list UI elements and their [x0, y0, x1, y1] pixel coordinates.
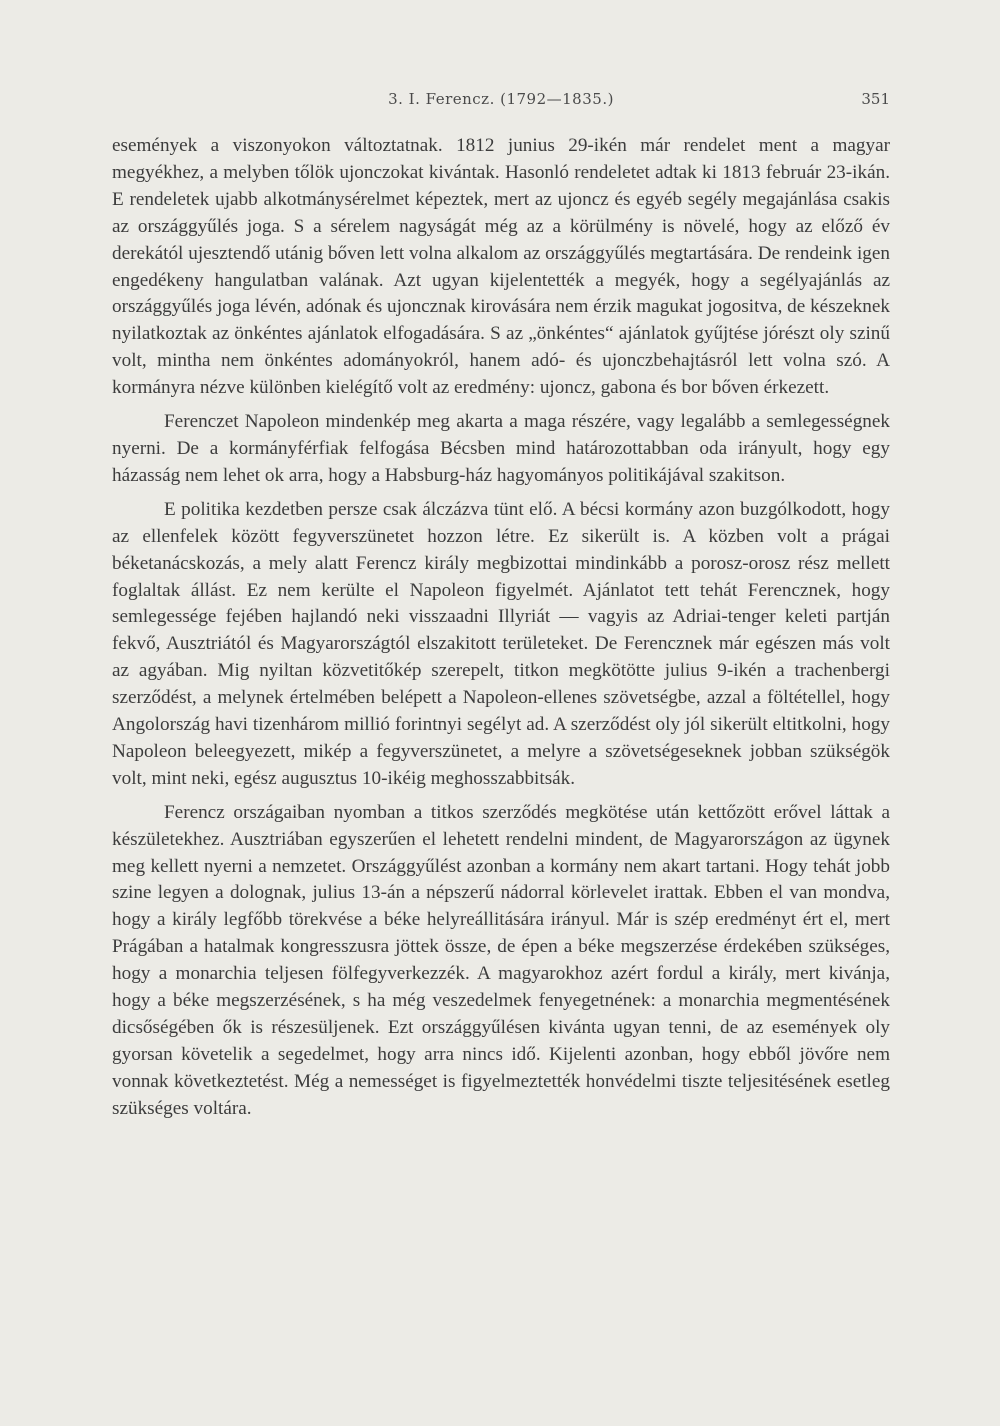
paragraph-continued: események a viszonyokon változtatnak. 1812 junius 29-ikén már rendelet ment a magyar megyékhez, a melyben tőlök ujonczokat kivántak. Hasonló rendeletet adtak ki 1813 február 23-ikán. E rendeletek ujabb alkotmánysérelmet képeztek, mert az ujoncz és egyéb segély megajánlása csakis az országgyűlés joga. S a sérelem nagyságát még az a körülmény is növelé, hogy az előző év derekától ujesztendő utánig bőven lett volna alkalom az országgyűlés megtartására. De rendeink igen engedékeny hangulatban valának. Azt ugyan kijelentették a megyék, hogy a segélyajánlás az országgyűlés joga lévén, adónak és ujoncznak kirovására nem érzik magukat jogositva, de készeknek nyilatkoztak az önkéntes ajánlatok elfogadására. S az „önkéntes“ ajánlatok gyűjtése jórészt oly szinű volt, mintha nem önkéntes adományokról, hanem adó- és ujonczbehajtásról lett volna szó. A kormányra nézve különben kielégítő volt az eredmény: ujoncz, gabona és bor bőven érkezett.: [112, 135, 890, 399]
paragraph: E politika kezdetben persze csak álczázva tünt elő. A bécsi kormány azon buzgólkodott, hogy az ellenfelek között fegyverszünetet hozzon létre. Ez sikerült is. A közben volt a prágai béketanácskozás, a mely alatt Ferencz király megbizottai mindinkább a porosz-orosz rész mellett foglaltak állást. Ez nem kerülte el Napoleon figyelmét. Ajánlatot tett tehát Ferencznek, hogy semlegessége fejében hajlandó neki visszaadni Illyriát — vagyis az Adriai-tenger keleti partján fekvő, Ausztriától és Magyarországtól elszakitott területeket. De Ferencznek már egészen más volt az agyában. Mig nyiltan közvetitőkép szerepelt, titkon megkötötte julius 9-ikén a trachenbergi szerződést, a melynek értelmében belépett a Napoleon-ellenes szövetségbe, azzal a föltétellel, hogy Angolország havi tizenhárom millió forintnyi segélyt ad. A szerződést oly jól sikerült eltitkolni, hogy Napoleon beleegyezett, mikép a fegyverszünetet, a melyre a szövetségeseknek jobban szükségök volt, mint neki, egész augusztus 10-ikéig meghosszabbitsák.: [112, 498, 890, 789]
body-text: [112, 133, 890, 1123]
running-title: 3. I. Ferencz. (1792—1835.): [388, 90, 614, 108]
paragraph: Ferenczet Napoleon mindenkép meg akarta a maga részére, vagy legalább a semlegességnek nyerni. De a kormányférfiak felfogása Bécsben mind határozottabban oda irányult, hogy egy házasság nem lehet ok arra, hogy a Habsburg-ház hagyományos politikájával szakitson.: [112, 411, 890, 486]
paragraph: Ferencz országaiban nyomban a titkos szerződés megkötése után kettőzött erővel láttak a készületekhez. Ausztriában egyszerűen el lehetett rendelni mindent, de Magyarországon az ügynek meg kellett nyerni a nemzetet. Országgyűlést azonban a kormány nem akart tartani. Hogy tehát jobb szine legyen a dolognak, julius 13-án a népszerű nádorral körlevelet irattak. Ebben el van mondva, hogy a király legfőbb törekvése a béke helyreállitására irányul. Már is szép eredményt ért el, mert Prágában a hatalmak kongresszusra jöttek össze, de épen a béke megszerzése érdekében szükséges, hogy a monarchia teljesen fölfegyverkezzék. A magyarokhoz azért fordul a király, mert kivánja, hogy a béke megszerzésének, s ha még veszedelmek fenyegetnének: a monarchia megmentésének dicsőségében ők is részesüljenek. Ezt országgyűlésen kivánta ugyan tenni, de az események oly gyorsan követelik a segedelmet, hogy arra nincs idő. Kijelenti azonban, hogy ebből jövőre nem vonnak következtetést. Még a nemességet is figyelmeztették honvédelmi tiszte teljesitésének esetleg szükséges voltára.: [112, 801, 890, 1119]
page-number: 351: [861, 90, 890, 108]
running-head: [112, 90, 890, 114]
